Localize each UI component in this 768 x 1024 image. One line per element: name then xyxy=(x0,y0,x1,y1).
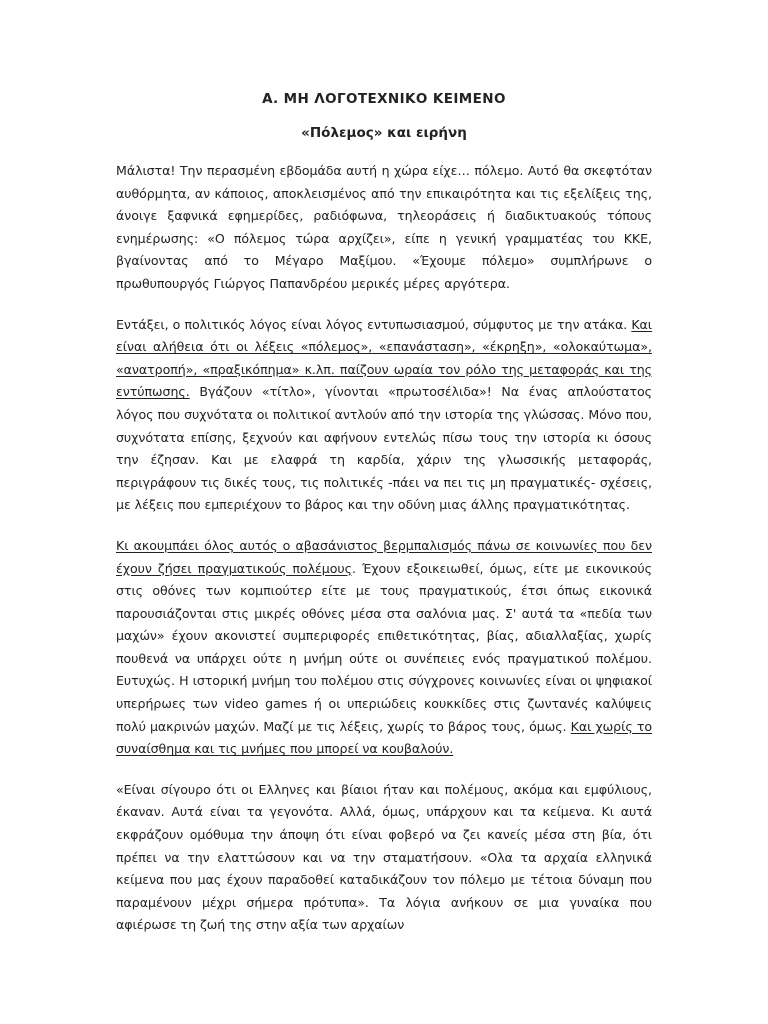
paragraph-3-underlined-2: Και χωρίς το συναίσθημα και τις μνήμες που μπορεί να κουβαλούν. xyxy=(116,718,653,757)
paragraph-2 xyxy=(116,314,652,517)
paragraph-3 xyxy=(116,535,652,761)
document-page xyxy=(116,88,652,937)
paragraph-3-underlined-1: Κι ακουμπάει όλος αυτός ο αβασάνιστος βερμπαλισμός πάνω σε κοινωνίες που δεν έχουν ζήσει πραγματικούς πολέμους xyxy=(116,537,652,576)
paragraph-2-text-b: Βγάζουν «τίτλο», γίνονται «πρωτοσέλιδα»! Να ένας απλούστατος λόγος που συχνότατα οι πολιτικοί αντλούν από την ιστορία της γλώσσας. Μόνο που, συχνότατα επίσης, ξεχνούν και αφήνουν εντελώς πίσω τους την ιστορία κι όσους την έζησαν. Και με ελαφρά τη καρδία, χάριν της γλωσσικής μεταφοράς, περιγράφουν τις δικές τους, τις πολιτικές -πάει να πει τις μη πραγματικές- σχέσεις, με λέξεις που εμπεριέχουν το βάρος και την οδύνη μιας άλλης πραγματικότητας. xyxy=(116,384,652,513)
paragraph-2-underlined: Και είναι αλήθεια ότι οι λέξεις «πόλεμος», «επανάσταση», «έκρηξη», «ολοκαύτωμα», «ανατροπή», «πραξικόπημα» κ.λπ. παίζουν ωραία τον ρόλο της μεταφοράς και της εντύπωσης. xyxy=(116,316,652,400)
paragraph-4: «Είναι σίγουρο ότι οι Ελληνες και βίαιοι ήταν και πολέμους, ακόμα και εμφύλιους, έκαναν. Αυτά είναι τα γεγονότα. Αλλά, όμως, υπάρχουν και τα κείμενα. Κι αυτά εκφράζουν ομόθυμα την άποψη ότι είναι φοβερό να ζει κανείς μέσα στη βία, ότι πρέπει να την ελαττώσουν και να την σταματήσουν. «Ολα τα αρχαία ελληνικά κείμενα που μας έχουν παραδοθεί καταδικάζουν τον πόλεμο με τέτοια δύναμη που παραμένουν μέχρι σήμερα πρότυπα». Τα λόγια ανήκουν σε μια γυναίκα που αφιέρωσε τη ζωή της στην αξία των αρχαίων xyxy=(116,781,652,933)
document-subtitle: «Πόλεμος» και ειρήνη xyxy=(301,125,467,141)
paragraph-1: Μάλιστα! Την περασμένη εβδομάδα αυτή η χώρα είχε… πόλεμο. Αυτό θα σκεφτόταν αυθόρμητα, αν κάποιος, αποκλεισμένος από την επικαιρότητα και τις εξελίξεις της, άνοιγε ξαφνικά εφημερίδες, ραδιόφωνα, τηλεοράσεις ή διαδικτυακούς τόπους ενημέρωσης: «Ο πόλεμος τώρα αρχίζει», είπε η γενική γραμματέας του ΚΚΕ, βγαίνοντας από το Μέγαρο Μαξίμου. «Έχουμε πόλεμο» συμπλήρωνε ο πρωθυπουργός Γιώργος Παπανδρέου μερικές μέρες αργότερα. xyxy=(116,163,652,291)
document-title: Α. ΜΗ ΛΟΓΟΤΕΧΝΙΚΟ ΚΕΙΜΕΝΟ xyxy=(262,91,506,107)
paragraph-3-text: . Έχουν εξοικειωθεί, όμως, είτε με εικονικούς στις οθόνες των κομπιούτερ είτε με τους πραγματικούς, έτσι όπως εικονικά παρουσιάζονται στις μικρές οθόνες μέσα στα σαλόνια μας. Σ' αυτά τα «πεδία των μαχών» έχουν ακονιστεί συμπεριφορές επιθετικότητας, βίας, αδιαλλαξίας, χωρίς πουθενά να υπάρχει ούτε η μνήμη ούτε οι συνέπειες ενός πραγματικού πολέμου. Ευτυχώς. Η ιστορική μνήμη του πολέμου στις σύγχρονες κοινωνίες είναι οι ψηφιακοί υπερήρωες των video games ή οι υπεριώδεις κουκκίδες στις ζωντανές καλύψεις πολύ μακρινών μαχών. Μαζί με τις λέξεις, χωρίς το βάρος τους, όμως. xyxy=(116,560,652,734)
paragraph-2-text-a: Εντάξει, ο πολιτικός λόγος είναι λόγος εντυπωσιασμού, σύμφυτος με την ατάκα. xyxy=(116,316,632,332)
